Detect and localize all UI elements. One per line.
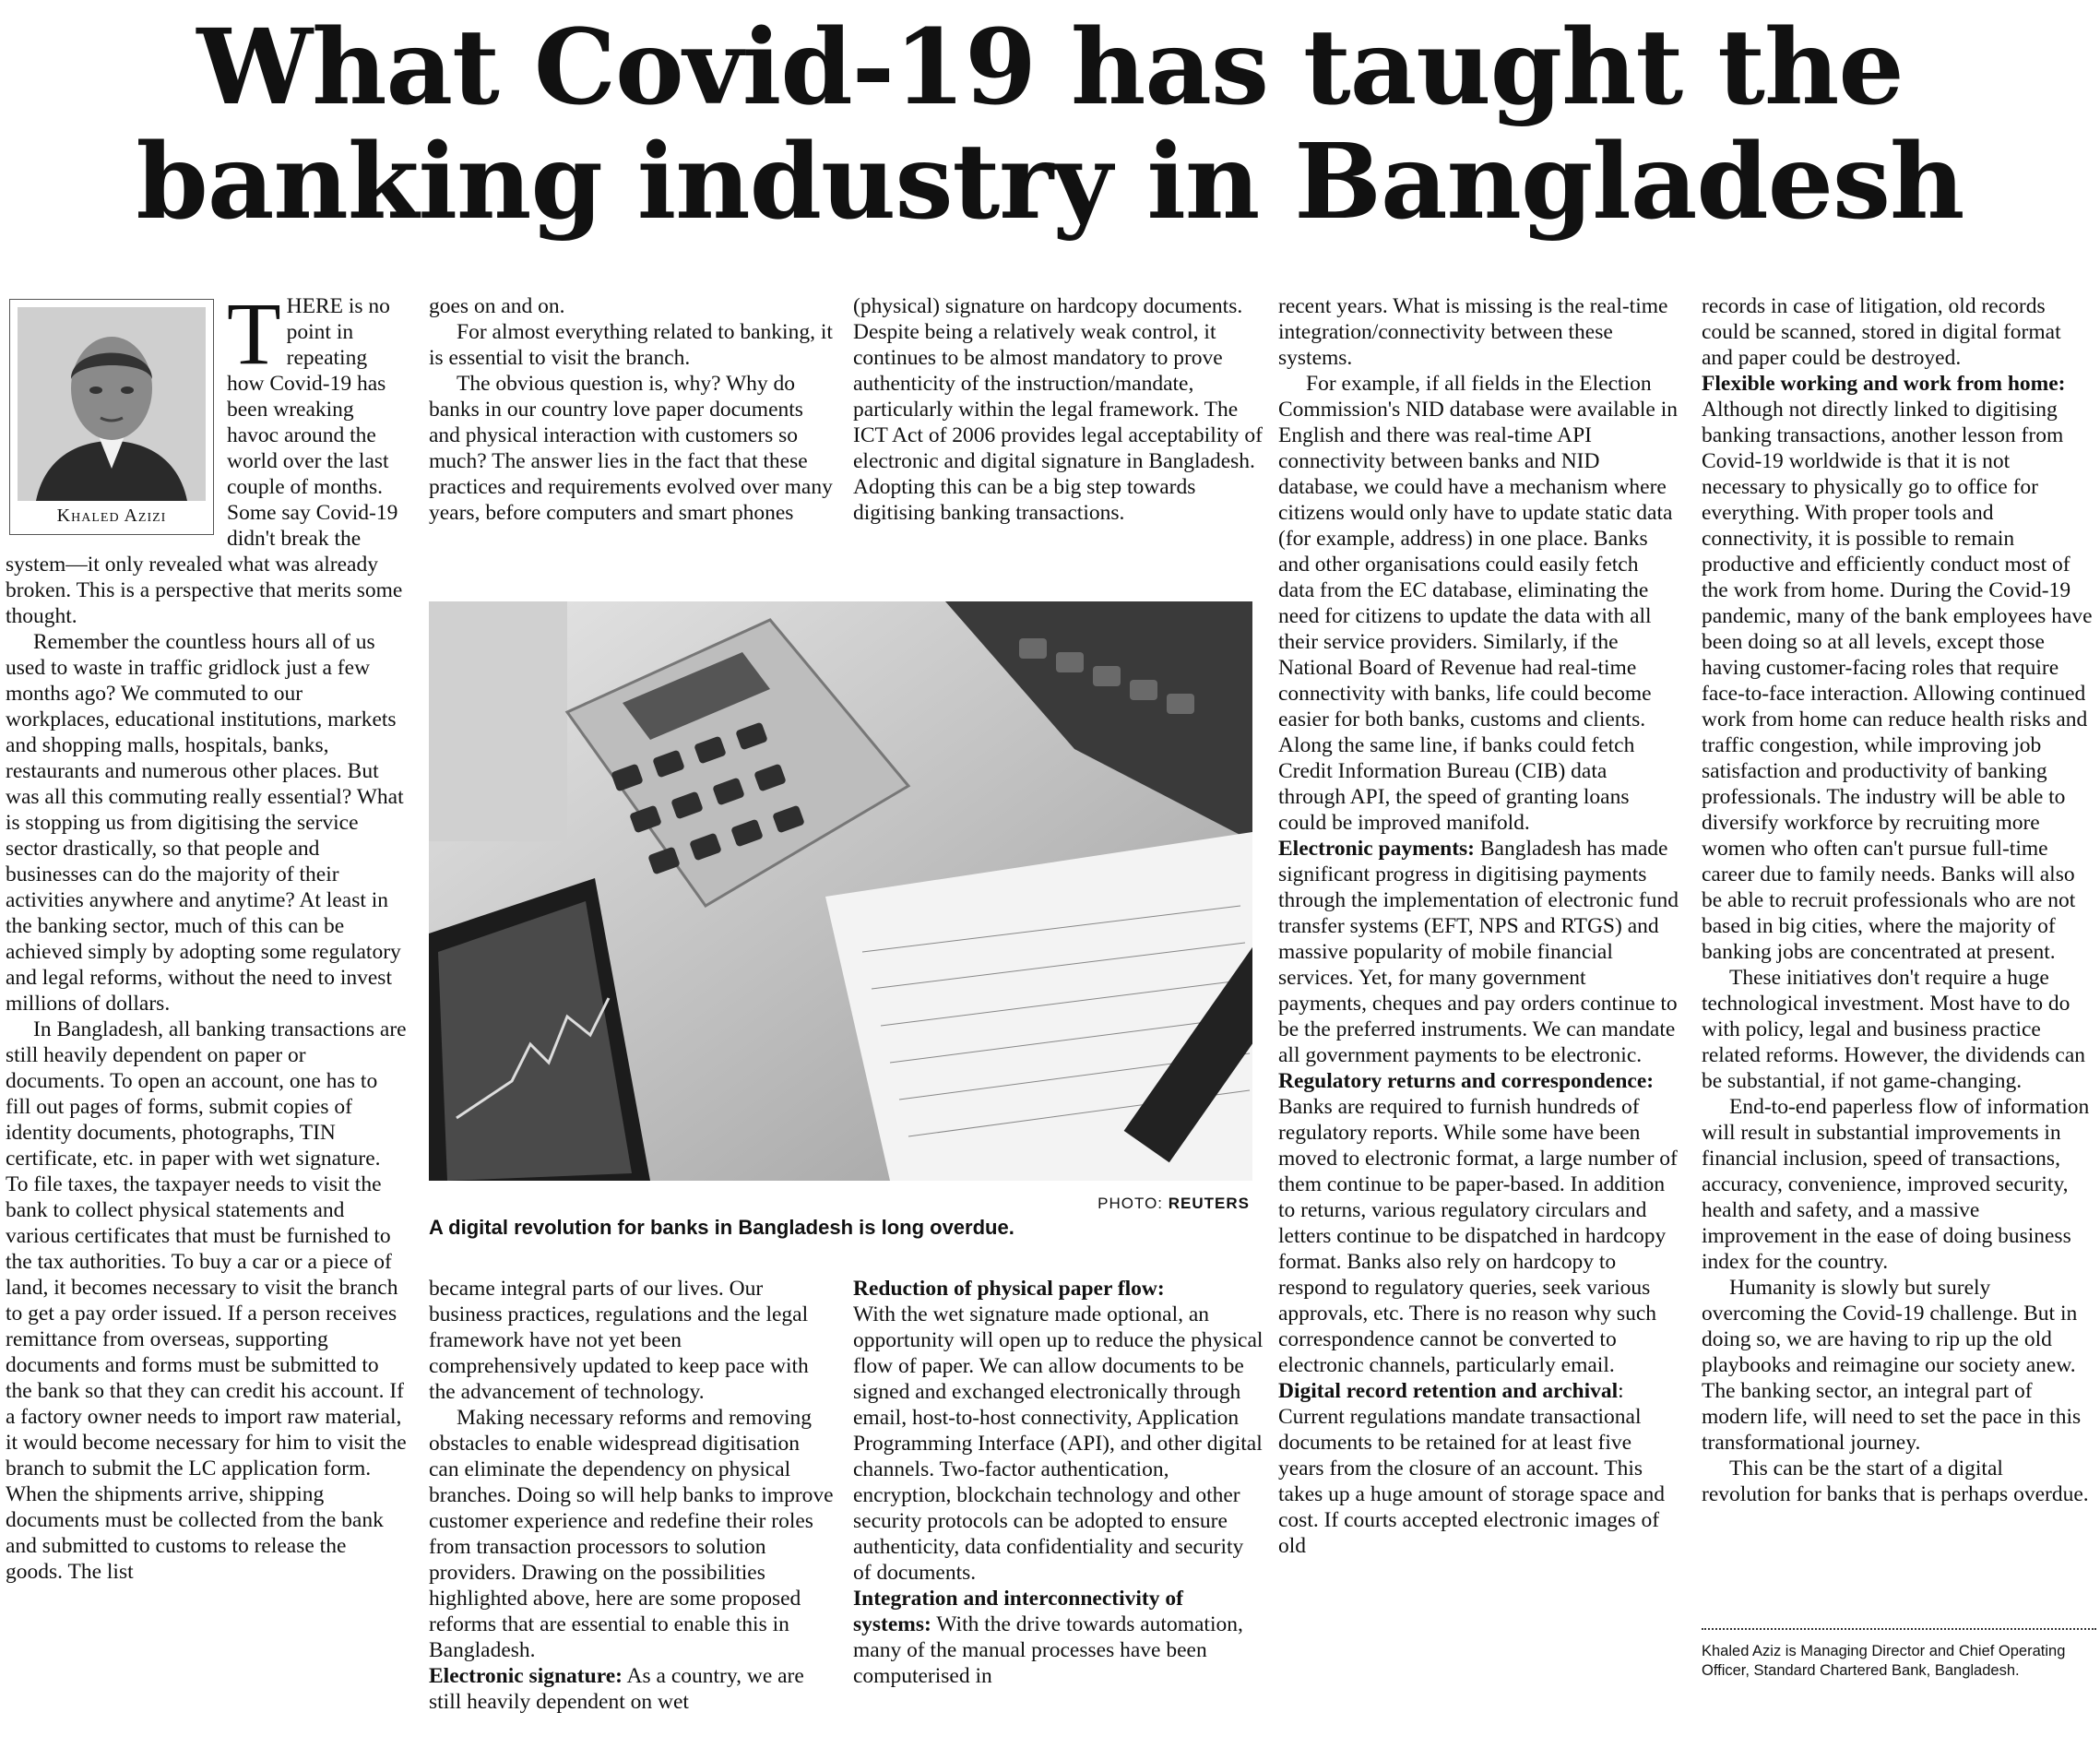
photo-credit-source: REUTERS [1168, 1195, 1250, 1212]
drop-cap: T [227, 284, 281, 383]
paragraph: Making necessary reforms and removing obstacles to enable widespread digitisation can eliminate the dependency on physical branches. Doing so will help banks to improve customer experience and redefine their roles from transaction processors to solution providers. Drawing on the possibilities highlighted above, here are some proposed reforms that are essential to enable this in Bangladesh. [429, 1406, 834, 1662]
paragraph: The obvious question is, why? Why do banks in our country love paper documents and physical interaction with customers so much? The answer lies in the fact that these practices and requirements evolved over many years, before computers and smart phones [429, 372, 833, 525]
article-photo [429, 601, 1252, 1181]
paragraph [1278, 1068, 1679, 1378]
paragraph-text: Banks are required to furnish hundreds of regulatory reports. While some have been moved to electronic format, a large number of them continue to be paper-based. In addition to returns, various regulatory circulars and letters continue to be dispatched in hardcopy format. Banks also rely on hardcopy to respond to regulatory queries, seek various approvals, etc. There is no reason why such correspondence cannot be converted to electronic channels, particularly email. [1278, 1095, 1678, 1377]
photo-credit [1088, 1195, 1250, 1213]
author-portrait-icon [18, 307, 206, 501]
paragraph: With the wet signature made optional, an opportunity will open up to reduce the physical flow of paper. We can allow documents to be signed and exchanged electronically through email, host-to-host connectivity, Application Programming Interface (API), and other digital channels. Two-factor authentication, encryption, blockchain technology and other security protocols can be adopted to ensure authenticity, data confidentiality and security of documents. [853, 1302, 1264, 1585]
paragraph-text: : Current regulations mandate transactional documents to be retained for at least five years from the closure of an account. This takes up a huge amount of storage space and cost. If courts accepted electronic images of old [1278, 1379, 1665, 1558]
paragraph: (physical) signature on hardcopy documents. Despite being a relatively weak control, it continues to be almost mandatory to prove authenticity of the instruction/mandate, particularly within the legal framework. The ICT Act of 2006 provides legal acceptability of electronic and digital signature in Bangladesh. Adopting this can be a big step towards digitising banking transactions. [853, 294, 1263, 525]
paragraph [1278, 1378, 1679, 1559]
photo-credit-prefix: PHOTO: [1097, 1195, 1164, 1212]
headline: What Covid-19 has taught the banking industry in Bangladesh [136, 7, 1964, 243]
paragraph [1702, 371, 2096, 965]
paragraph: records in case of litigation, old records could be scanned, stored in digital format and paper could be destroyed. [1702, 294, 2061, 370]
paragraph-text: As a country, we are still heavily dependent on wet [429, 1664, 804, 1714]
article-column-2-continued [429, 1276, 835, 1715]
author-box [9, 299, 214, 535]
author-photo [18, 307, 206, 501]
paragraph [429, 1663, 835, 1715]
paragraph: This can be the start of a digital revolution for banks that is perhaps overdue. [1702, 1457, 2089, 1506]
paragraph: Remember the countless hours all of us used to waste in traffic gridlock just a few months ago? We commuted to our workplaces, educational institutions, markets and shopping malls, hospitals, banks, restaurants and numerous other places. But was all this commuting really essential? What is stopping us from digitising the service sector drastically, so that people and businesses can do the majority of their activities anywhere and anytime? At least in the banking sector, much of this can be achieved simply by adopting some regulatory and legal reforms, without the need to invest millions of dollars. [6, 630, 404, 1016]
subheading: Electronic payments: [1278, 837, 1475, 861]
photo-caption: A digital revolution for banks in Bangladesh is long overdue. [429, 1216, 1014, 1239]
article-column-2 [429, 293, 835, 526]
subheading: Integration and interconnectivity of systems: [853, 1587, 1183, 1636]
author-name: Khaled Azizi [56, 505, 167, 526]
author-bio: Khaled Aziz is Managing Director and Chief Operating Officer, Standard Chartered Bank, Bangladesh. [1702, 1643, 2066, 1679]
subheading: Digital record retention and archival [1278, 1379, 1619, 1403]
subheading: Regulatory returns and correspondence: [1278, 1069, 1655, 1093]
paragraph: For almost everything related to banking, it is essential to visit the branch. [429, 320, 833, 370]
subheading: Reduction of physical paper flow: [853, 1277, 1165, 1301]
paragraph [853, 1586, 1264, 1689]
article-column-3-continued [853, 1276, 1264, 1689]
paragraph: For example, if all fields in the Election Commission's NID database were available in English and there was real-time API connectivity between banks and NID database, we could have a mechanism where citizens would only have to update static data (for example, address) in one place. Banks and other organisations could easily fetch data from the EC database, eliminating the need for citizens to update the data with all their service providers. Similarly, if the National Board of Revenue had real-time connectivity with banks, life could become easier for both banks, customs and clients. Along the same line, if banks could fetch Credit Information Bureau (CIB) data through API, the speed of granting loans could be improved manifold. [1278, 372, 1678, 835]
paragraph-text: Bangladesh has made significant progress in digitising payments through the implementation of electronic fund transfer systems (EFT, NPS and RTGS) and massive popularity of mobile financial services. Yet, for many government payments, cheques and pay orders continue to be the preferred instruments. We can mandate all government payments to be electronic. [1278, 837, 1679, 1067]
paragraph: These initiatives don't require a huge technological investment. Most have to do with policy, legal and business practice related reforms. However, the dividends can be substantial, if not game-changing. [1702, 966, 2086, 1093]
paragraph [1278, 836, 1679, 1068]
paragraph: became integral parts of our lives. Our business practices, regulations and the legal framework have not yet been comprehensively updated to keep pace with the advancement of technology. [429, 1277, 809, 1404]
paragraph: Humanity is slowly but surely overcoming the Covid-19 challenge. But in doing so, we are having to rip up the old playbooks and reimagine our society anew. The banking sector, an integral part of modern life, will need to set the pace in this transformational journey. [1702, 1276, 2082, 1455]
paragraph: recent years. What is missing is the real-time integration/connectivity between these systems. [1278, 294, 1668, 370]
paragraph: End-to-end paperless flow of information will result in substantial improvements in financial inclusion, speed of transactions, accuracy, convenience, improved security, health and safety, and a massive improvement in the ease of doing business index for the country. [1702, 1095, 2090, 1274]
article-column-4 [1278, 293, 1679, 1559]
article-column-1 [6, 284, 408, 1585]
article-column-5 [1702, 293, 2096, 1507]
calculator-phone-photo-icon [429, 601, 1252, 1181]
bio-divider [1702, 1628, 2096, 1630]
subheading: Flexible working and work from home: [1702, 372, 2066, 396]
subheading: Electronic signature: [429, 1664, 623, 1688]
paragraph: In Bangladesh, all banking transactions are still heavily dependent on paper or documents. To open an account, one has to fill out pages of forms, submit copies of identity documents, photographs, TIN certificate, etc. in paper with wet signature. To file taxes, the taxpayer needs to visit the bank to collect physical statements and various certificates that must be furnished to the tax authorities. To buy a car or a piece of land, it becomes necessary to visit the branch to get a pay order issued. If a person receives remittance from overseas, supporting documents and forms must be submitted to the bank so that they can credit his account. If a factory owner needs to import raw material, it would become necessary for him to visit the branch to submit the LC application form. When the shipments arrive, shipping documents must be collected from the bank and submitted to customs to release the goods. The list [6, 1017, 407, 1584]
paragraph-text: With the drive towards automation, many of the manual processes have been computerised in [853, 1612, 1243, 1688]
paragraph: goes on and on. [429, 294, 565, 318]
article-column-3 [853, 293, 1264, 526]
paragraph: HERE is no point in repeating how Covid-19 has been wreaking havoc around the world over the last couple of months. Some say Covid-19 didn't break the system—it only revealed what was already broken. This is a perspective that merits some thought. [6, 294, 403, 628]
paragraph-text: Although not directly linked to digitising banking transactions, another lesson from Covid-19 worldwide is that it is not necessary to physically go to office for everything. With proper tools and connectivity, it is possible to remain productive and efficiently conduct most of the work from home. During the Covid-19 pandemic, many of the bank employees have been doing so at all levels, except those having customer-facing roles that require face-to-face interaction. Allowing continued work from home can reduce health risks and traffic congestion, while improving job satisfaction and productivity of banking professionals. The industry will be able to diversify workforce by recruiting more women who often can't pursue full-time career due to family needs. Banks will also be able to recruit professionals who are not based in big cities, where the majority of banking jobs are concentrated at present. [1702, 398, 2093, 964]
